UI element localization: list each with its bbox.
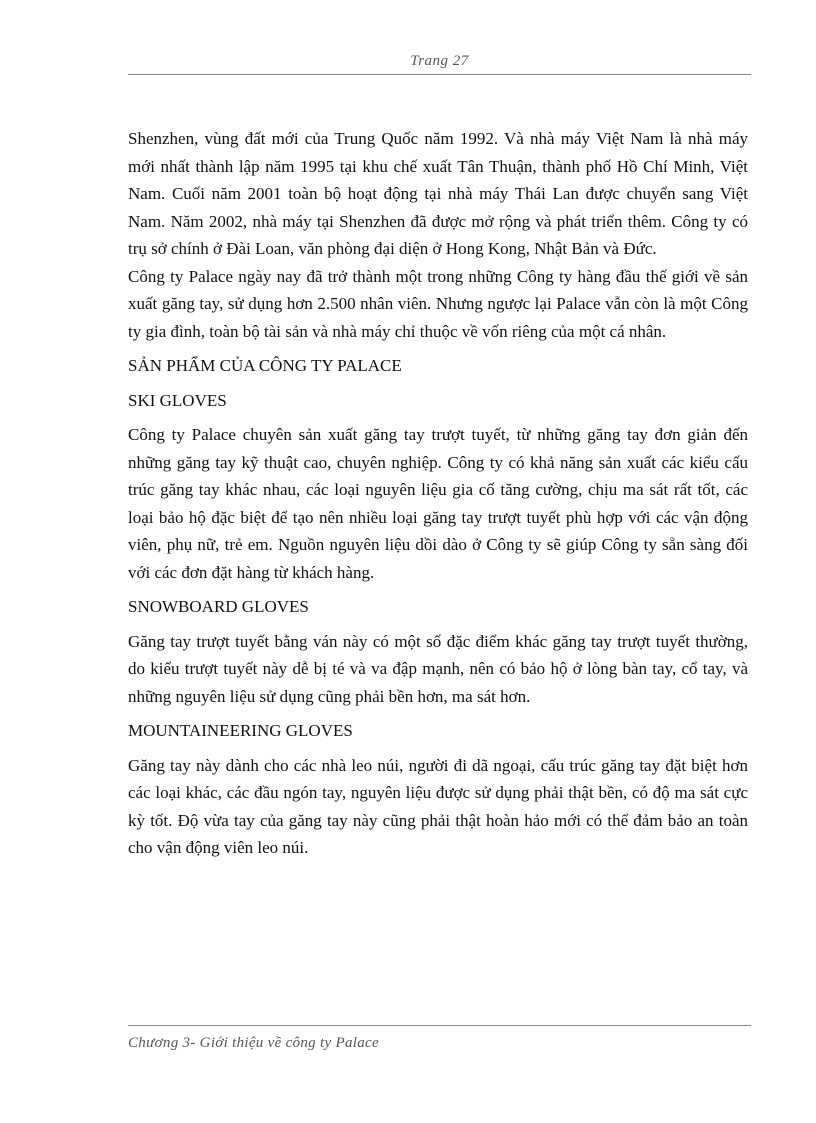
page-number: Trang 27 bbox=[410, 53, 469, 69]
heading-products: SẢN PHẨM CỦA CÔNG TY PALACE bbox=[128, 356, 402, 375]
paragraph-mountaineering-gloves: Găng tay này dành cho các nhà leo núi, người đi dã ngoại, cấu trúc găng tay đặt biệt hơn các loại khác, các đầu ngón tay, nguyên liệu được sử dụng phải thật bền, có độ ma sát cực kỳ tốt. Độ vừa tay của găng tay này cũng phải thật hoàn hảo mới có thể đảm bảo an toàn cho vận động viên leo núi. bbox=[128, 755, 748, 857]
chapter-title: Chương 3- Giới thiệu về công ty Palace bbox=[128, 1035, 379, 1051]
document-body bbox=[128, 125, 748, 862]
paragraph-ski-gloves: Công ty Palace chuyên sản xuất găng tay trượt tuyết, từ những găng tay đơn giản đến những găng tay kỹ thuật cao, chuyên nghiệp. Công ty có khả năng sản xuất các kiểu cấu trúc găng tay khác nhau, các loại nguyên liệu gia cố tăng cường, chịu ma sát rất tốt, các loại bảo hộ đặc biệt để tạo nên nhiều loại găng tay trượt tuyết phù hợp với các vận động viên, phụ nữ, trẻ em. Nguồn nguyên liệu dồi dào ở Công ty sẽ giúp Công ty sẵn sàng đối với các đơn đặt hàng từ khách hàng. bbox=[128, 425, 748, 582]
page-footer bbox=[128, 1025, 751, 1052]
paragraph-snowboard-gloves: Găng tay trượt tuyết bằng ván này có một số đặc điểm khác găng tay trượt tuyết thường, do kiểu trượt tuyết này dễ bị té và va đập mạnh, nên có bảo hộ ở lòng bàn tay, cổ tay, và những nguyên liệu sử dụng cũng phải bền hơn, ma sát hơn. bbox=[128, 631, 748, 706]
paragraph-company-history: Shenzhen, vùng đất mới của Trung Quốc năm 1992. Và nhà máy Việt Nam là nhà máy mới nhất thành lập năm 1995 tại khu chế xuất Tân Thuận, thành phố Hồ Chí Minh, Việt Nam. Cuối năm 2001 toàn bộ hoạt động tại nhà máy Thái Lan được chuyển sang Việt Nam. Năm 2002, nhà máy tại Shenzhen đã được mở rộng và phát triển thêm. Công ty có trụ sở chính ở Đài Loan, văn phòng đại diện ở Hong Kong, Nhật Bản và Đức. bbox=[128, 129, 748, 258]
heading-ski-gloves: SKI GLOVES bbox=[128, 390, 227, 410]
paragraph-company-today: Công ty Palace ngày nay đã trở thành một trong những Công ty hàng đầu thế giới về sản xuất găng tay, sử dụng hơn 2.500 nhân viên. Nhưng ngược lại Palace vẫn còn là một Công ty gia đình, toàn bộ tài sản và nhà máy chỉ thuộc về vốn riêng của một cá nhân. bbox=[128, 266, 748, 341]
heading-snowboard-gloves: SNOWBOARD GLOVES bbox=[128, 597, 309, 616]
heading-mountaineering-gloves: MOUNTAINEERING GLOVES bbox=[128, 721, 353, 740]
page-header bbox=[128, 52, 751, 75]
